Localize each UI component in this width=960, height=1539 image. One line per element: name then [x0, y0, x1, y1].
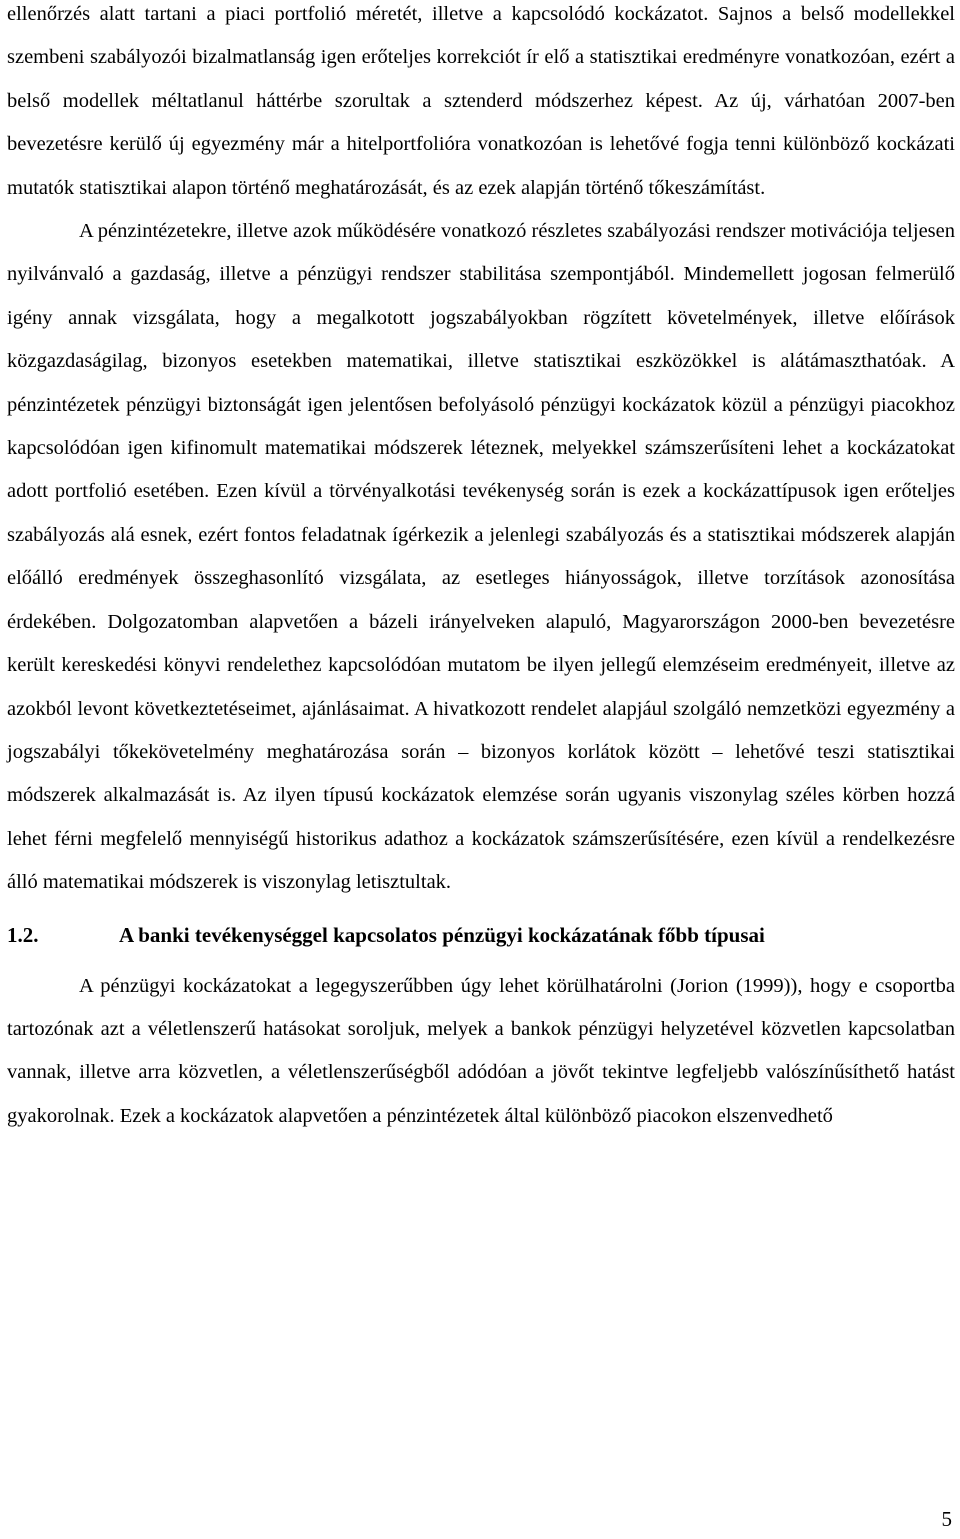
- paragraph-continued: ellenőrzés alatt tartani a piaci portfolió méretét, illetve a kapcsolódó kockázatot. Sajnos a belső modellekkel szembeni szabályozói bizalmatlanság igen erőteljes korrekciót ír elő a statisztikai eredményre vonatkozóan, ezért a belső modellek méltatlanul háttérbe szorultak a sztenderd módszerhez képest. Az új, várhatóan 2007-ben bevezetésre kerülő új egyezmény már a hitelportfolióra vonatkozóan is lehetővé fogja tenni különböző kockázati mutatók statisztikai alapon történő meghatározását, és az ezek alapján történő tőkeszámítást.: [7, 3, 955, 199]
- document-page: [7, 0, 955, 1138]
- page-number: 5: [941, 1507, 952, 1531]
- paragraph-regulation: A pénzintézetekre, illetve azok működésére vonatkozó részletes szabályozási rendszer motivációja teljesen nyilvánvaló a gazdaság, illetve a pénzügyi rendszer stabilitása szempontjából. Mindemellett jogosan felmerülő igény annak vizsgálata, hogy a megalkotott jogszabályokban rögzített követelmények, illetve előírások közgazdaságilag, bizonyos esetekben matematikai, illetve statisztikai eszközökkel is alátámaszthatóak. A pénzintézetek pénzügyi biztonságát igen jelentősen befolyásoló pénzügyi kockázatok közül a pénzügyi piacokhoz kapcsolódóan igen kifinomult matematikai módszerek léteznek, melyekkel számszerűsíteni lehet a kockázatokat adott portfolió esetében. Ezen kívül a törvényalkotási tevékenység során is ezek a kockázattípusok igen erőteljes szabályozás alá esnek, ezért fontos feladatnak ígérkezik a jelenlegi szabályozás és a statisztikai módszerek alapján előálló eredmények összeghasonlító vizsgálata, az esetleges hiányosságok, illetve torzítások azonosítása érdekében. Dolgozatomban alapvetően a bázeli irányelveken alapuló, Magyarországon 2000-ben bevezetésre került kereskedési könyvi rendelethez kapcsolódóan mutatom be ilyen jellegű elemzéseim eredményeit, illetve az azokból levont következtetéseimet, ajánlásaimat. A hivatkozott rendelet alapjául szolgáló nemzetközi egyezmény a jogszabályi tőkekövetelmény meghatározása során – bizonyos korlátok között – lehetővé teszi statisztikai módszerek alkalmazását is. Az ilyen típusú kockázatok elemzése során ugyanis viszonylag széles körben hozzá lehet férni megfelelő mennyiségű historikus adathoz a kockázatok számszerűsítésére, ezen kívül a rendelkezésre álló matematikai módszerek is viszonylag letisztultak.: [7, 220, 955, 894]
- section-title: A banki tevékenységgel kapcsolatos pénzügyi kockázatának főbb típusai: [119, 922, 765, 947]
- section-heading: [7, 905, 955, 965]
- paragraph-risk-types: A pénzügyi kockázatokat a legegyszerűbben úgy lehet körülhatárolni (Jorion (1999)), hogy e csoportba tartozónak azt a véletlenszerű hatásokat soroljuk, melyek a bankok pénzügyi helyzetével közvetlen kapcsolatban vannak, illetve arra közvetlen, a véletlenszerűségből adódóan a jövőt tekintve legfeljebb valószínűsíthető hatást gyakorolnak. Ezek a kockázatok alapvetően a pénzintézetek által különböző piacokon elszenvedhető: [7, 974, 955, 1127]
- section-number: 1.2.: [7, 922, 39, 947]
